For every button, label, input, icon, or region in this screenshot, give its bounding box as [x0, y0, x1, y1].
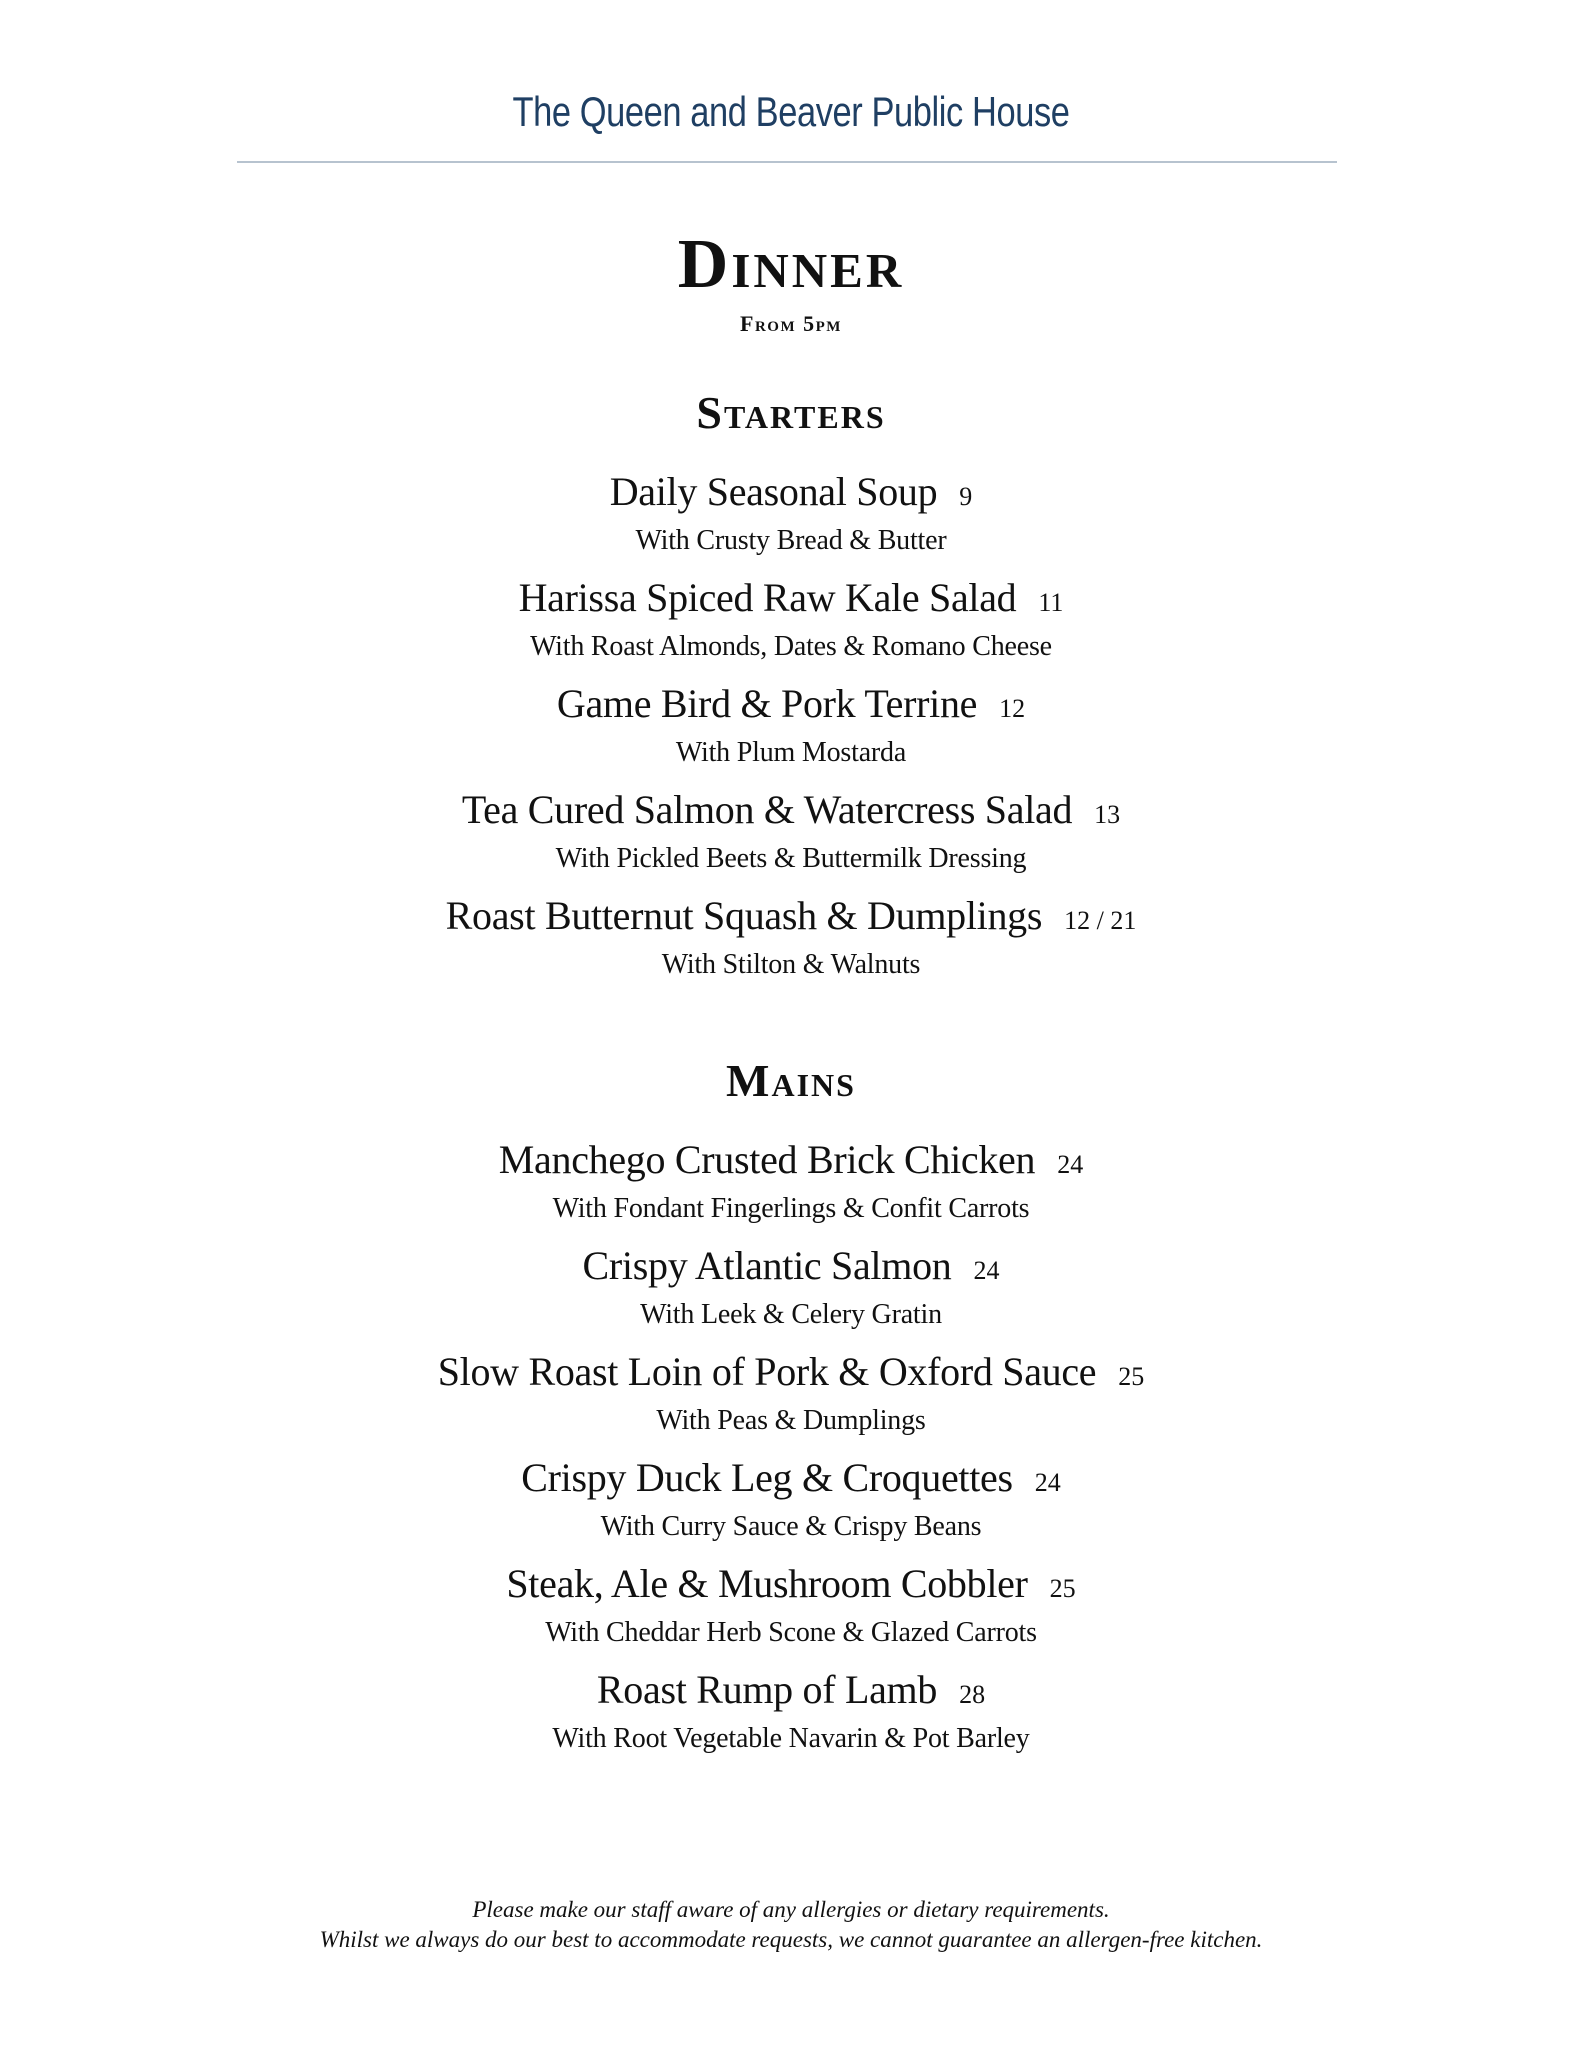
menu-item: [0, 1668, 1582, 1774]
item-description: With Roast Almonds, Dates & Romano Cheese: [530, 631, 1052, 662]
item-price: 24: [1057, 1150, 1084, 1179]
item-description: With Stilton & Walnuts: [661, 949, 921, 980]
starters-heading: Starters: [696, 387, 886, 438]
item-description: With Fondant Fingerlings & Confit Carrots: [552, 1193, 1030, 1224]
item-description: With Curry Sauce & Crispy Beans: [600, 1511, 982, 1542]
establishment-name: The Queen and Beaver Public House: [512, 88, 1070, 135]
item-price: 25: [1118, 1362, 1145, 1391]
item-name: Daily Seasonal Soup: [609, 469, 938, 514]
mains-heading: Mains: [726, 1055, 856, 1106]
item-name: Game Bird & Pork Terrine: [556, 681, 978, 726]
item-name: Crispy Duck Leg & Croquettes: [521, 1455, 1013, 1500]
item-price: 11: [1038, 588, 1064, 617]
item-name: Roast Rump of Lamb: [596, 1667, 938, 1712]
menu-item: [0, 1350, 1582, 1456]
item-name: Steak, Ale & Mushroom Cobbler: [506, 1561, 1028, 1606]
item-price: 12 / 21: [1064, 906, 1137, 935]
menu-item: [0, 470, 1582, 576]
menu-subtitle: From 5pm: [740, 311, 842, 336]
item-name: Tea Cured Salmon & Watercress Salad: [461, 787, 1073, 832]
header-divider: [237, 161, 1337, 163]
item-description: With Root Vegetable Navarin & Pot Barley: [552, 1723, 1030, 1754]
item-price: 24: [1034, 1468, 1061, 1497]
menu-item: [0, 1456, 1582, 1562]
item-description: With Plum Mostarda: [675, 737, 907, 768]
item-price: 13: [1094, 800, 1121, 829]
starters-list: [0, 470, 1582, 1000]
item-price: 12: [999, 694, 1026, 723]
item-description: With Peas & Dumplings: [656, 1405, 926, 1436]
menu-item: [0, 682, 1582, 788]
allergy-notice: [0, 1895, 1582, 1955]
menu-item: [0, 1244, 1582, 1350]
item-price: 9: [959, 482, 973, 511]
item-description: With Leek & Celery Gratin: [640, 1299, 942, 1330]
item-description: With Crusty Bread & Butter: [635, 525, 947, 556]
item-price: 28: [959, 1680, 986, 1709]
item-price: 25: [1049, 1574, 1076, 1603]
allergy-notice-line-1: Please make our staff aware of any allergies or dietary requirements.: [472, 1897, 1110, 1922]
menu-item: [0, 894, 1582, 1000]
item-description: With Cheddar Herb Scone & Glazed Carrots: [545, 1617, 1037, 1648]
menu-item: [0, 1138, 1582, 1244]
item-name: Slow Roast Loin of Pork & Oxford Sauce: [437, 1349, 1097, 1394]
menu-item: [0, 788, 1582, 894]
item-name: Crispy Atlantic Salmon: [582, 1243, 952, 1288]
menu-item: [0, 1562, 1582, 1668]
menu-item: [0, 576, 1582, 682]
mains-list: [0, 1138, 1582, 1774]
item-name: Harissa Spiced Raw Kale Salad: [518, 575, 1017, 620]
allergy-notice-line-2: Whilst we always do our best to accommodate requests, we cannot guarantee an allergen-free kitchen.: [319, 1927, 1263, 1952]
item-description: With Pickled Beets & Buttermilk Dressing: [555, 843, 1027, 874]
item-price: 24: [973, 1256, 1000, 1285]
menu-title: Dinner: [677, 226, 905, 303]
item-name: Manchego Crusted Brick Chicken: [498, 1137, 1036, 1182]
item-name: Roast Butternut Squash & Dumplings: [445, 893, 1043, 938]
